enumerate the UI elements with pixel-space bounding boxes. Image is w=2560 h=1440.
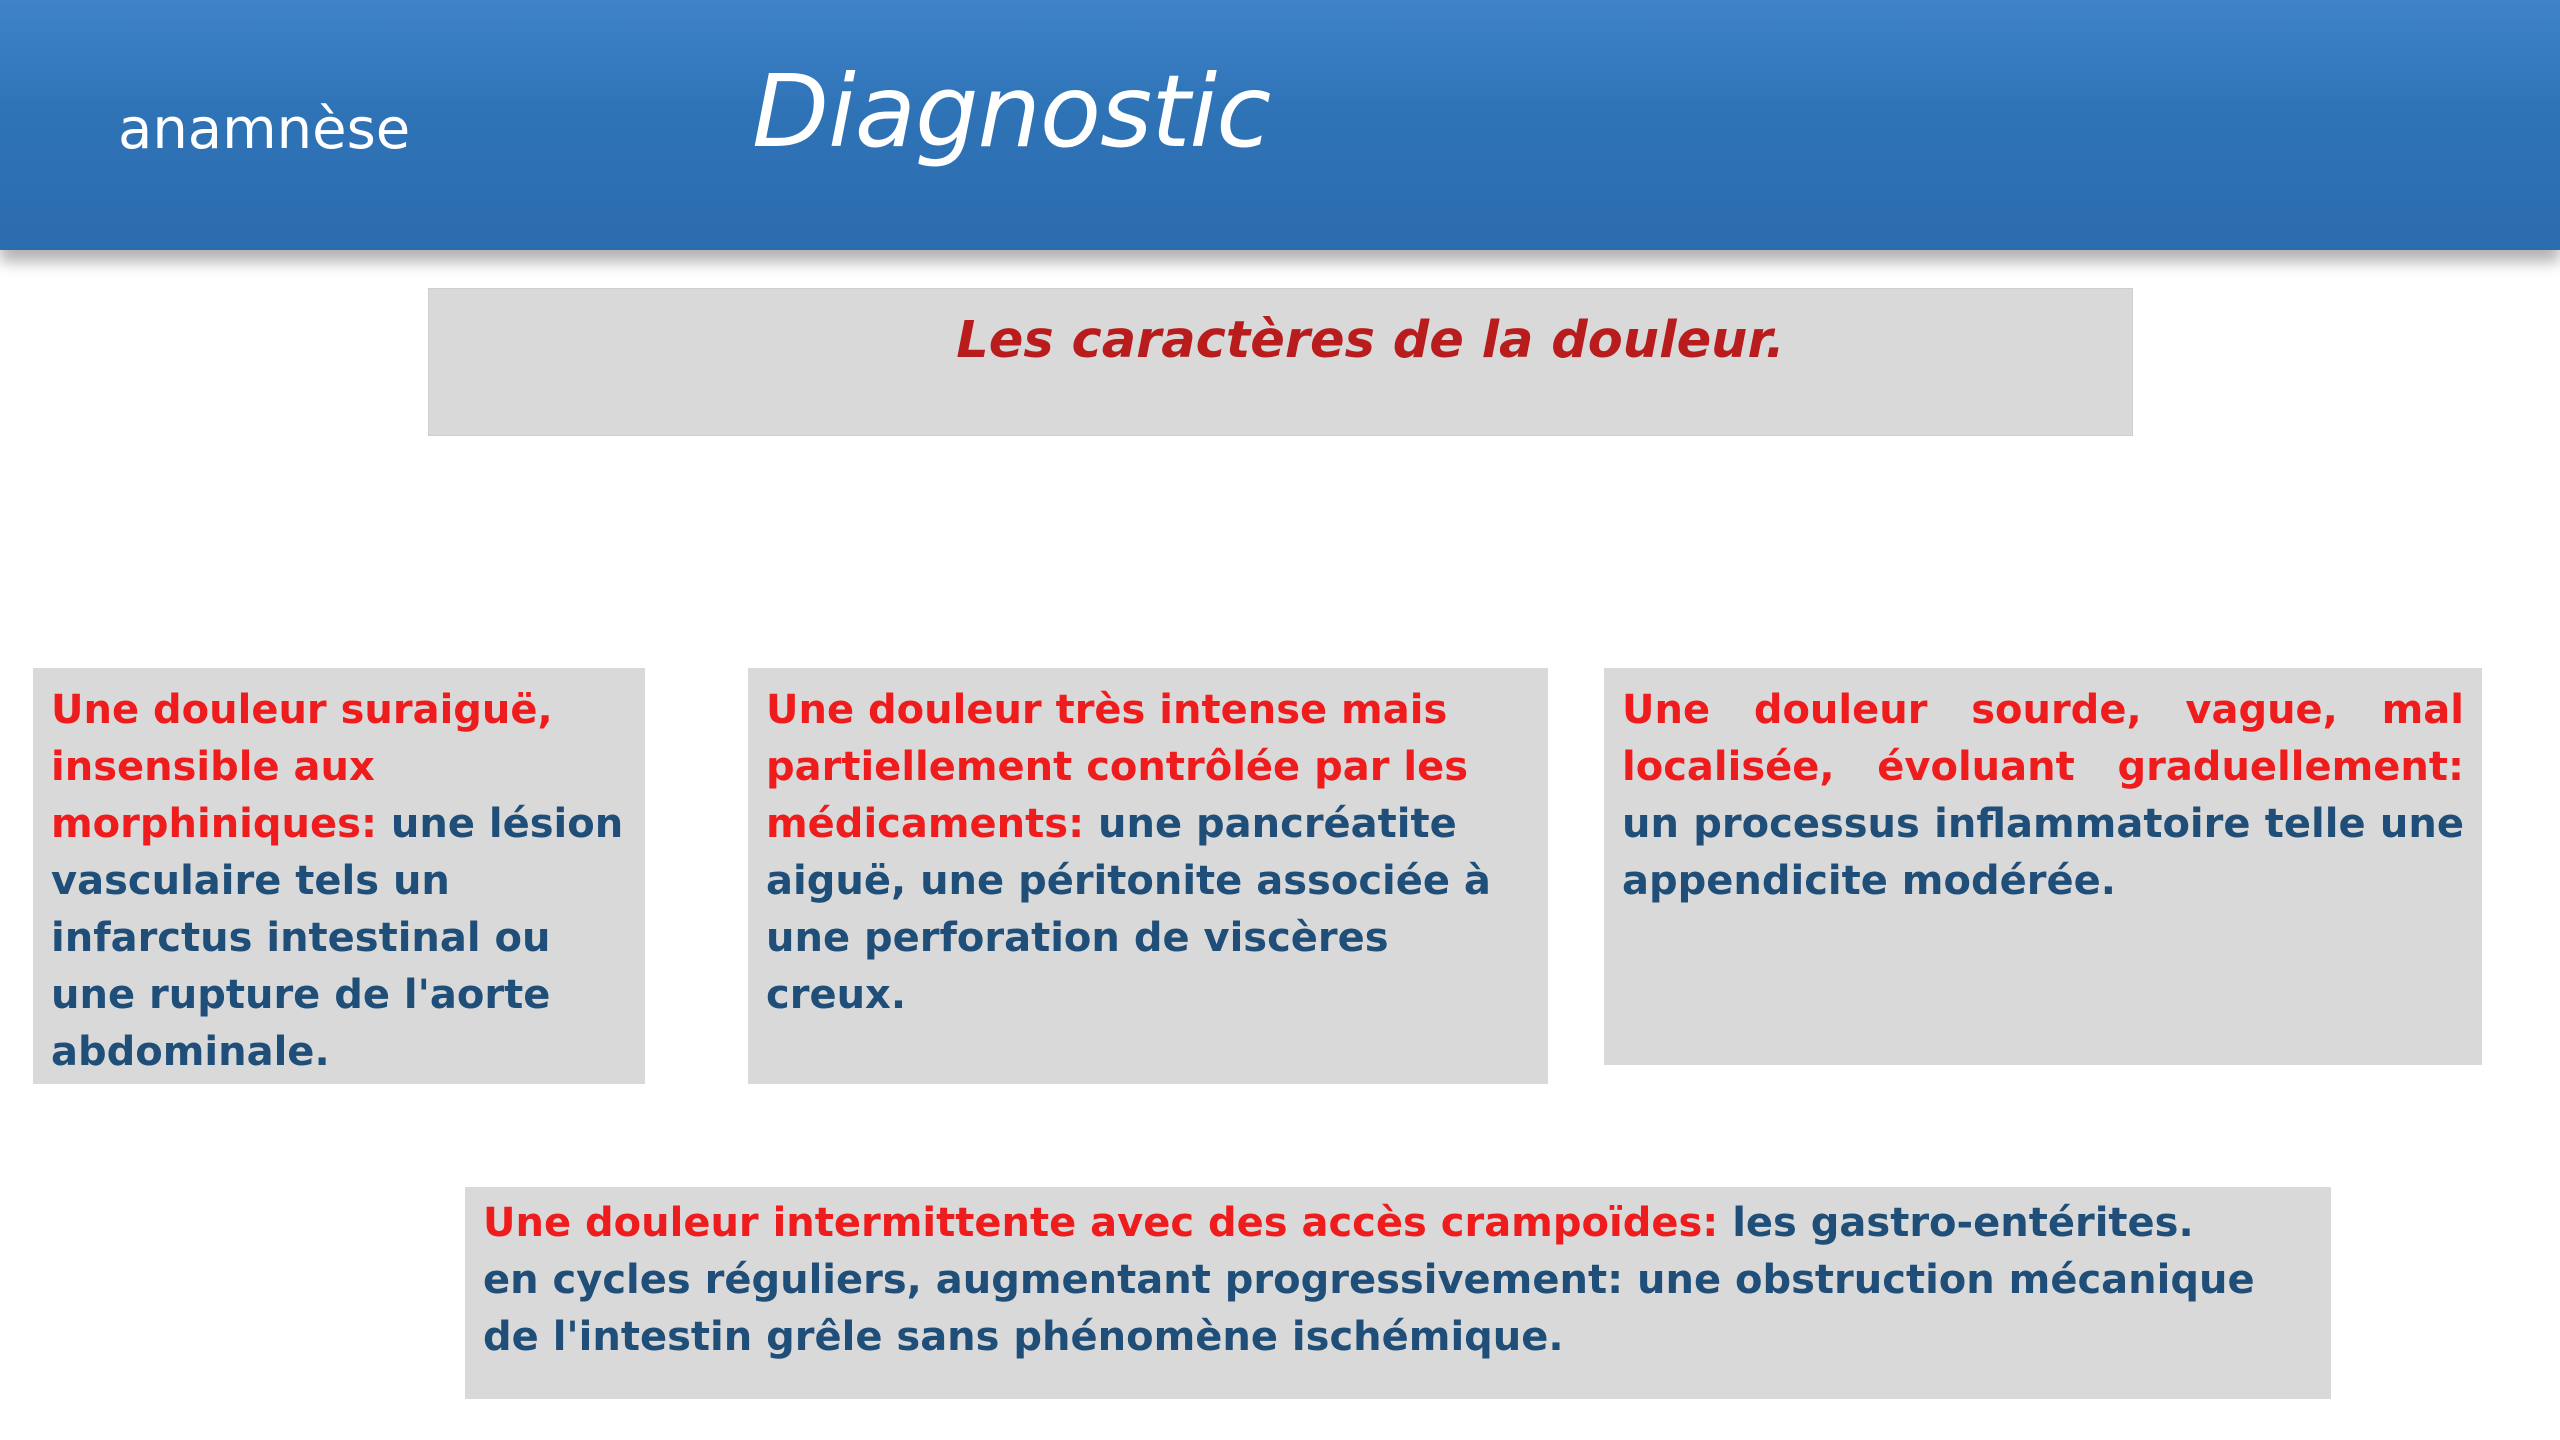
- section-label: anamnèse: [118, 97, 411, 162]
- card-intense-pain: [748, 668, 1548, 1084]
- card-text: une pancréatite aiguë, une péritonite associée à une perforation de viscères creux.: [766, 801, 1491, 1018]
- card-line-1: [483, 1195, 2313, 1252]
- card-text: un processus inflammatoire telle une appendicite modérée.: [1622, 801, 2464, 904]
- header-banner: [0, 0, 2560, 250]
- card-highlight: Une douleur sourde, vague, mal localisée, évoluant graduellement:: [1622, 687, 2464, 790]
- card-text: une lésion vasculaire tels un infarctus intestinal ou une rupture de l'aorte abdominale.: [51, 801, 624, 1075]
- card-highlight: Une douleur intermittente avec des accès crampoïdes:: [483, 1200, 1719, 1246]
- card-highlight: Une douleur très intense mais partiellement contrôlée par les médicaments:: [766, 687, 1469, 847]
- card-hyperacute-pain: [33, 668, 645, 1084]
- slide-title: Diagnostic: [752, 53, 1271, 170]
- card-line-2: en cycles réguliers, augmentant progressivement: une obstruction mécanique de l'intestin grêle sans phénomène ischémique.: [483, 1257, 2255, 1360]
- card-text: les gastro-entérites.: [1718, 1200, 2194, 1246]
- card-highlight: Une douleur suraiguë, insensible aux morphiniques:: [51, 687, 553, 847]
- card-dull-pain: [1604, 668, 2482, 1065]
- card-intermittent-pain: [465, 1187, 2331, 1399]
- subtitle-text: Les caractères de la douleur.: [956, 311, 1785, 370]
- subtitle-box: [428, 288, 2133, 436]
